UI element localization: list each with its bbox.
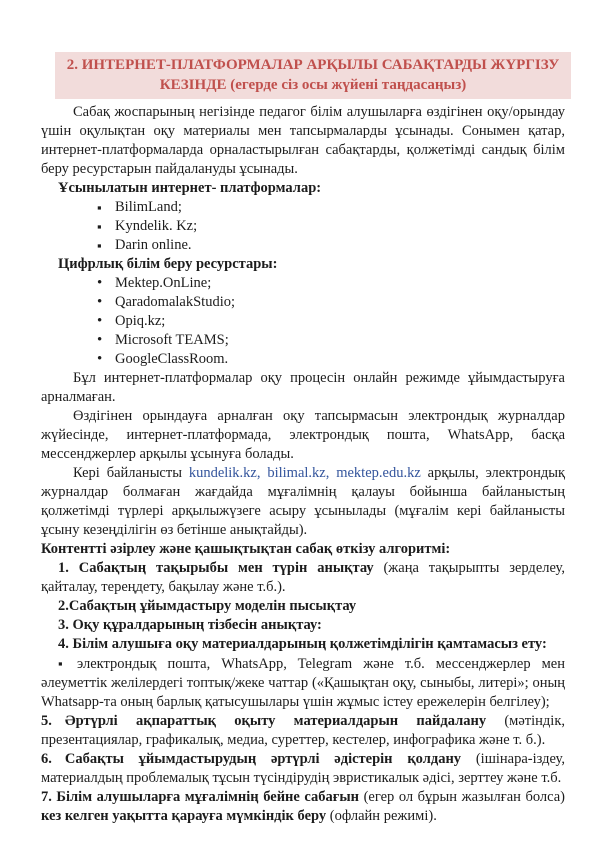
round-bullet-icon: • bbox=[97, 351, 103, 367]
step-7 bbox=[41, 788, 565, 826]
platforms-list bbox=[41, 198, 565, 255]
step-1-detail: (жаңа тақырыпты зерделеу, қайталау, тереңдету, бақылау және т.б.). bbox=[41, 560, 565, 595]
resource-label: GoogleClassRoom. bbox=[115, 351, 229, 367]
not-online-paragraph: Бұл интернет-платформалар оқу процесін онлайн режимде ұйымдастыруға арналмаған. bbox=[41, 370, 565, 405]
list-item bbox=[41, 274, 565, 293]
list-item bbox=[41, 331, 565, 350]
section-heading-line2: КЕЗІНДЕ (егерде сіз осы жүйені таңдасаңыз) bbox=[159, 77, 467, 93]
step-3: 3. Оқу құралдарының тізбесін анықтау: bbox=[58, 617, 322, 633]
digital-resources-list bbox=[41, 274, 565, 369]
digital-resources-heading: Цифрлық білім беру ресурстары: bbox=[58, 256, 278, 272]
round-bullet-icon: • bbox=[97, 313, 103, 329]
step-5-number: 5. bbox=[41, 713, 52, 729]
list-item bbox=[41, 198, 565, 217]
step-6-detail: (ішінара-іздеу, материалдың проблемалық тұсын түсіндірудің эвристикалык әдісі, зерттеу және т.б. bbox=[41, 751, 565, 786]
step-6 bbox=[41, 750, 565, 788]
step-7-detail-end: (офлайн режимі). bbox=[326, 808, 437, 824]
platforms-heading: Ұсынылатын интернет- платформалар: bbox=[58, 180, 322, 196]
intro-paragraph: Сабақ жоспарының негізінде педагог білім алушыларға өздігінен оқу/орындау үшін оқулықтан оқу материалы мен тапсырмаларды ұсынады. Сонымен қатар, интернет-платформаларда орналастырылған сабақтарды, қолжетімді сандық білім беру ресурстарын пайдалануды ұсынады. bbox=[41, 104, 565, 177]
square-bullet-icon: ▪ bbox=[97, 219, 102, 234]
round-bullet-icon: • bbox=[97, 294, 103, 310]
step-5-detail: (мәтіндік, презентациялар, графикалық, медиа, суреттер, кестелер, инфографика және т. б.). bbox=[41, 713, 565, 748]
step-4-bullet bbox=[41, 654, 565, 712]
resource-label: Opiq.kz; bbox=[115, 313, 166, 329]
step-2: 2.Сабақтың ұйымдастыру моделін пысықтау bbox=[58, 598, 357, 614]
step-1-title: 1. Сабақтың тақырыбы мен түрін анықтау bbox=[58, 560, 374, 576]
step-5-title: Әртүрлі ақпараттық оқыту материалдарын пайдалану bbox=[64, 713, 487, 729]
resource-label: QaradomalakStudio; bbox=[115, 294, 236, 310]
feedback-text-before: Кері байланысты bbox=[73, 465, 189, 481]
list-item bbox=[41, 312, 565, 331]
list-item bbox=[41, 350, 565, 369]
square-bullet-icon: ▪ bbox=[97, 200, 102, 215]
list-item bbox=[41, 236, 565, 255]
step-7-title: 7. Білім алушыларға мұғалімнің бейне сабағын bbox=[41, 789, 360, 805]
step-1 bbox=[41, 559, 565, 597]
platform-label: BilimLand; bbox=[115, 199, 182, 215]
round-bullet-icon: • bbox=[97, 332, 103, 348]
section-heading-line1: 2. ИНТЕРНЕТ-ПЛАТФОРМАЛАР АРҚЫЛЫ САБАҚТАРДЫ ЖҮРГІЗУ bbox=[66, 57, 560, 73]
tasks-paragraph: Өздігінен орындауға арналған оқу тапсырмасын электрондық журналдар жүйесінде, интернет-платформада, электрондық пошта, WhatsApp, басқа мессенджерлер арқылы ұсынуға болады. bbox=[41, 408, 565, 462]
section-heading bbox=[55, 52, 571, 99]
step-7-title-continued: кез келген уақытта қарауға мүмкіндік беру bbox=[41, 808, 327, 824]
step-6-title: Сабақты ұйымдастырудың әртүрлі әдістерін қолдану bbox=[64, 751, 462, 767]
step-4-bullet-text: электрондық пошта, WhatsApp, Telegram және т.б. мессенджерлер мен әлеуметтік желілердегі топтық/жеке чаттар («Қашықтан оқу, сыныбы, литері»; оның Whatsapp-та оның барлық қатысушылары үшін жұмыс істеу ережелерін белгілеу); bbox=[41, 656, 566, 710]
feedback-links[interactable]: kundelik.kz, bilimal.kz, mektep.edu.kz bbox=[188, 465, 421, 481]
resource-label: Microsoft TEAMS; bbox=[115, 332, 229, 348]
feedback-paragraph bbox=[41, 464, 565, 540]
algorithm-heading: Контентті әзірлеу және қашықтықтан сабақ өткізу алгоритмі: bbox=[41, 541, 451, 557]
step-4: 4. Білім алушыға оқу материалдарының қолжетімділігін қамтамасыз ету: bbox=[58, 636, 547, 652]
platform-label: Kyndelik. Kz; bbox=[115, 218, 198, 234]
square-bullet-icon: ▪ bbox=[97, 238, 102, 253]
list-item bbox=[41, 293, 565, 312]
round-bullet-icon: • bbox=[97, 275, 103, 291]
list-item bbox=[41, 217, 565, 236]
step-5 bbox=[41, 712, 565, 750]
resource-label: Mektep.OnLine; bbox=[115, 275, 212, 291]
square-bullet-icon: ▪ bbox=[58, 656, 71, 671]
feedback-text-after: арқылы, электрондық журналдар болмаған жағдайда мұғалімнің қалауы бойынша байланыстың қолжетімді түрлері арқылыжүзеге асыру ұсынылады (мұғалім кері байланысты ұсыну кезеңділігін өз бетінше анықтайды). bbox=[41, 465, 565, 538]
step-6-number: 6. bbox=[41, 751, 52, 767]
platform-label: Darin online. bbox=[115, 237, 192, 253]
step-7-detail: (егер ол бұрын жазылған болса) bbox=[359, 789, 565, 805]
